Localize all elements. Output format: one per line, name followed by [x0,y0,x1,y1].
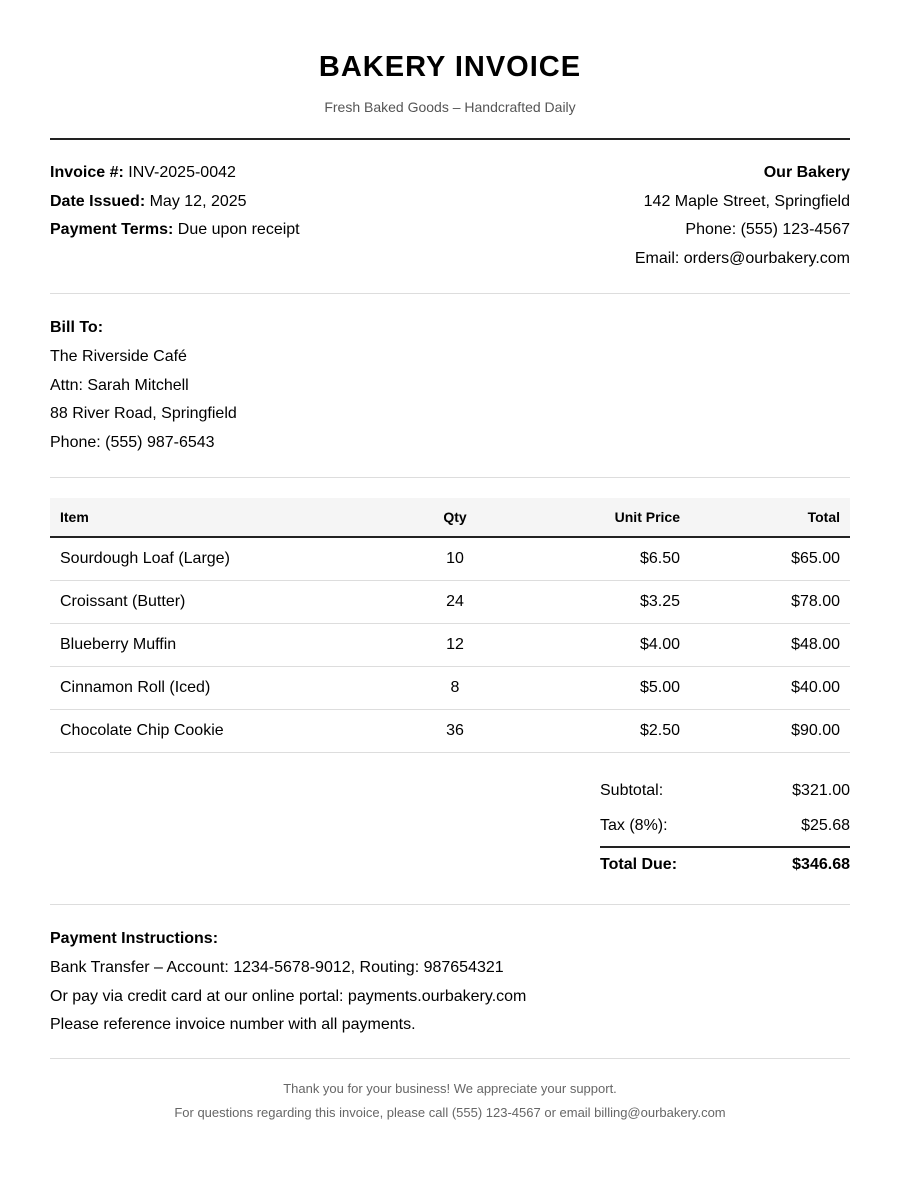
invoice-number-label: Invoice #: [50,164,124,181]
column-header-total: Total [690,498,850,537]
invoice-subtitle: Fresh Baked Goods – Handcrafted Daily [324,99,576,115]
item-qty: 10 [400,537,510,581]
item-unit-price: $5.00 [510,667,690,710]
item-name: Blueberry Muffin [50,624,400,667]
item-name: Chocolate Chip Cookie [50,710,400,753]
totals-block [600,776,850,884]
section-divider [50,293,850,294]
column-header-unit-price: Unit Price [510,498,690,537]
item-name: Sourdough Loaf (Large) [50,537,400,581]
tax-row [600,811,850,846]
bill-to-phone: Phone: (555) 987-6543 [50,433,215,451]
item-qty: 36 [400,710,510,753]
bill-to-address: 88 River Road, Springfield [50,405,237,423]
table-header-row [50,498,850,537]
item-total: $48.00 [690,624,850,667]
invoice-footer [50,1077,850,1125]
column-header-qty: Qty [400,498,510,537]
invoice-page [50,0,850,1125]
item-unit-price: $3.25 [510,581,690,624]
tax-label: Tax (8%): [600,817,668,835]
tax-value: $25.68 [801,817,850,835]
subtotal-row [600,776,850,811]
column-header-item: Item [50,498,400,537]
bill-to-label: Bill To: [50,319,104,337]
invoice-details [50,159,300,273]
bill-to-section [50,314,850,457]
table-row [50,667,850,710]
payment-terms-line [50,216,300,245]
item-unit-price: $2.50 [510,710,690,753]
subtotal-value: $321.00 [792,782,850,800]
item-total: $40.00 [690,667,850,710]
table-row [50,537,850,581]
payment-terms: Due upon receipt [177,221,300,239]
section-divider [50,904,850,905]
payment-instructions [50,925,850,1039]
payment-line-reference: Please reference invoice number with all payments. [50,1016,416,1034]
invoice-date-line [50,188,300,217]
payment-line-bank: Bank Transfer – Account: 1234-5678-9012, Routing: 987654321 [50,958,504,976]
item-name: Cinnamon Roll (Iced) [50,667,400,710]
seller-email: Email: orders@ourbakery.com [634,249,850,267]
item-unit-price: $4.00 [510,624,690,667]
table-row [50,581,850,624]
line-items-table [50,498,850,753]
seller-name: Our Bakery [763,164,850,181]
total-due-value: $346.68 [792,856,850,874]
table-row [50,710,850,753]
bill-to-attn: Attn: Sarah Mitchell [50,376,189,394]
total-due-row [600,846,850,884]
invoice-title: BAKERY INVOICE [318,51,582,83]
invoice-number-line [50,159,300,188]
item-total: $65.00 [690,537,850,581]
section-divider [50,477,850,478]
item-qty: 12 [400,624,510,667]
payment-terms-label: Payment Terms: [50,221,174,239]
footer-thanks: Thank you for your business! We appreciate your support. [283,1080,617,1096]
footer-divider [50,1058,850,1059]
payment-line-portal: Or pay via credit card at our online portal: payments.ourbakery.com [50,987,527,1005]
subtotal-label: Subtotal: [600,782,664,800]
total-due-label: Total Due: [600,856,678,874]
header-divider [50,138,850,140]
item-name: Croissant (Butter) [50,581,400,624]
invoice-date-label: Date Issued: [50,192,146,210]
invoice-number: INV-2025-0042 [128,164,236,181]
seller-address: 142 Maple Street, Springfield [643,192,850,210]
invoice-date: May 12, 2025 [149,192,247,210]
footer-contact: For questions regarding this invoice, please call (555) 123-4567 or email billing@ourbakery.com [174,1104,726,1120]
table-row [50,624,850,667]
item-total: $78.00 [690,581,850,624]
seller-info [635,159,850,273]
payment-instructions-label: Payment Instructions: [50,930,219,948]
invoice-meta [50,159,850,273]
bill-to-name: The Riverside Café [50,347,187,365]
item-total: $90.00 [690,710,850,753]
item-qty: 8 [400,667,510,710]
item-unit-price: $6.50 [510,537,690,581]
item-qty: 24 [400,581,510,624]
seller-phone: Phone: (555) 123-4567 [685,221,850,239]
